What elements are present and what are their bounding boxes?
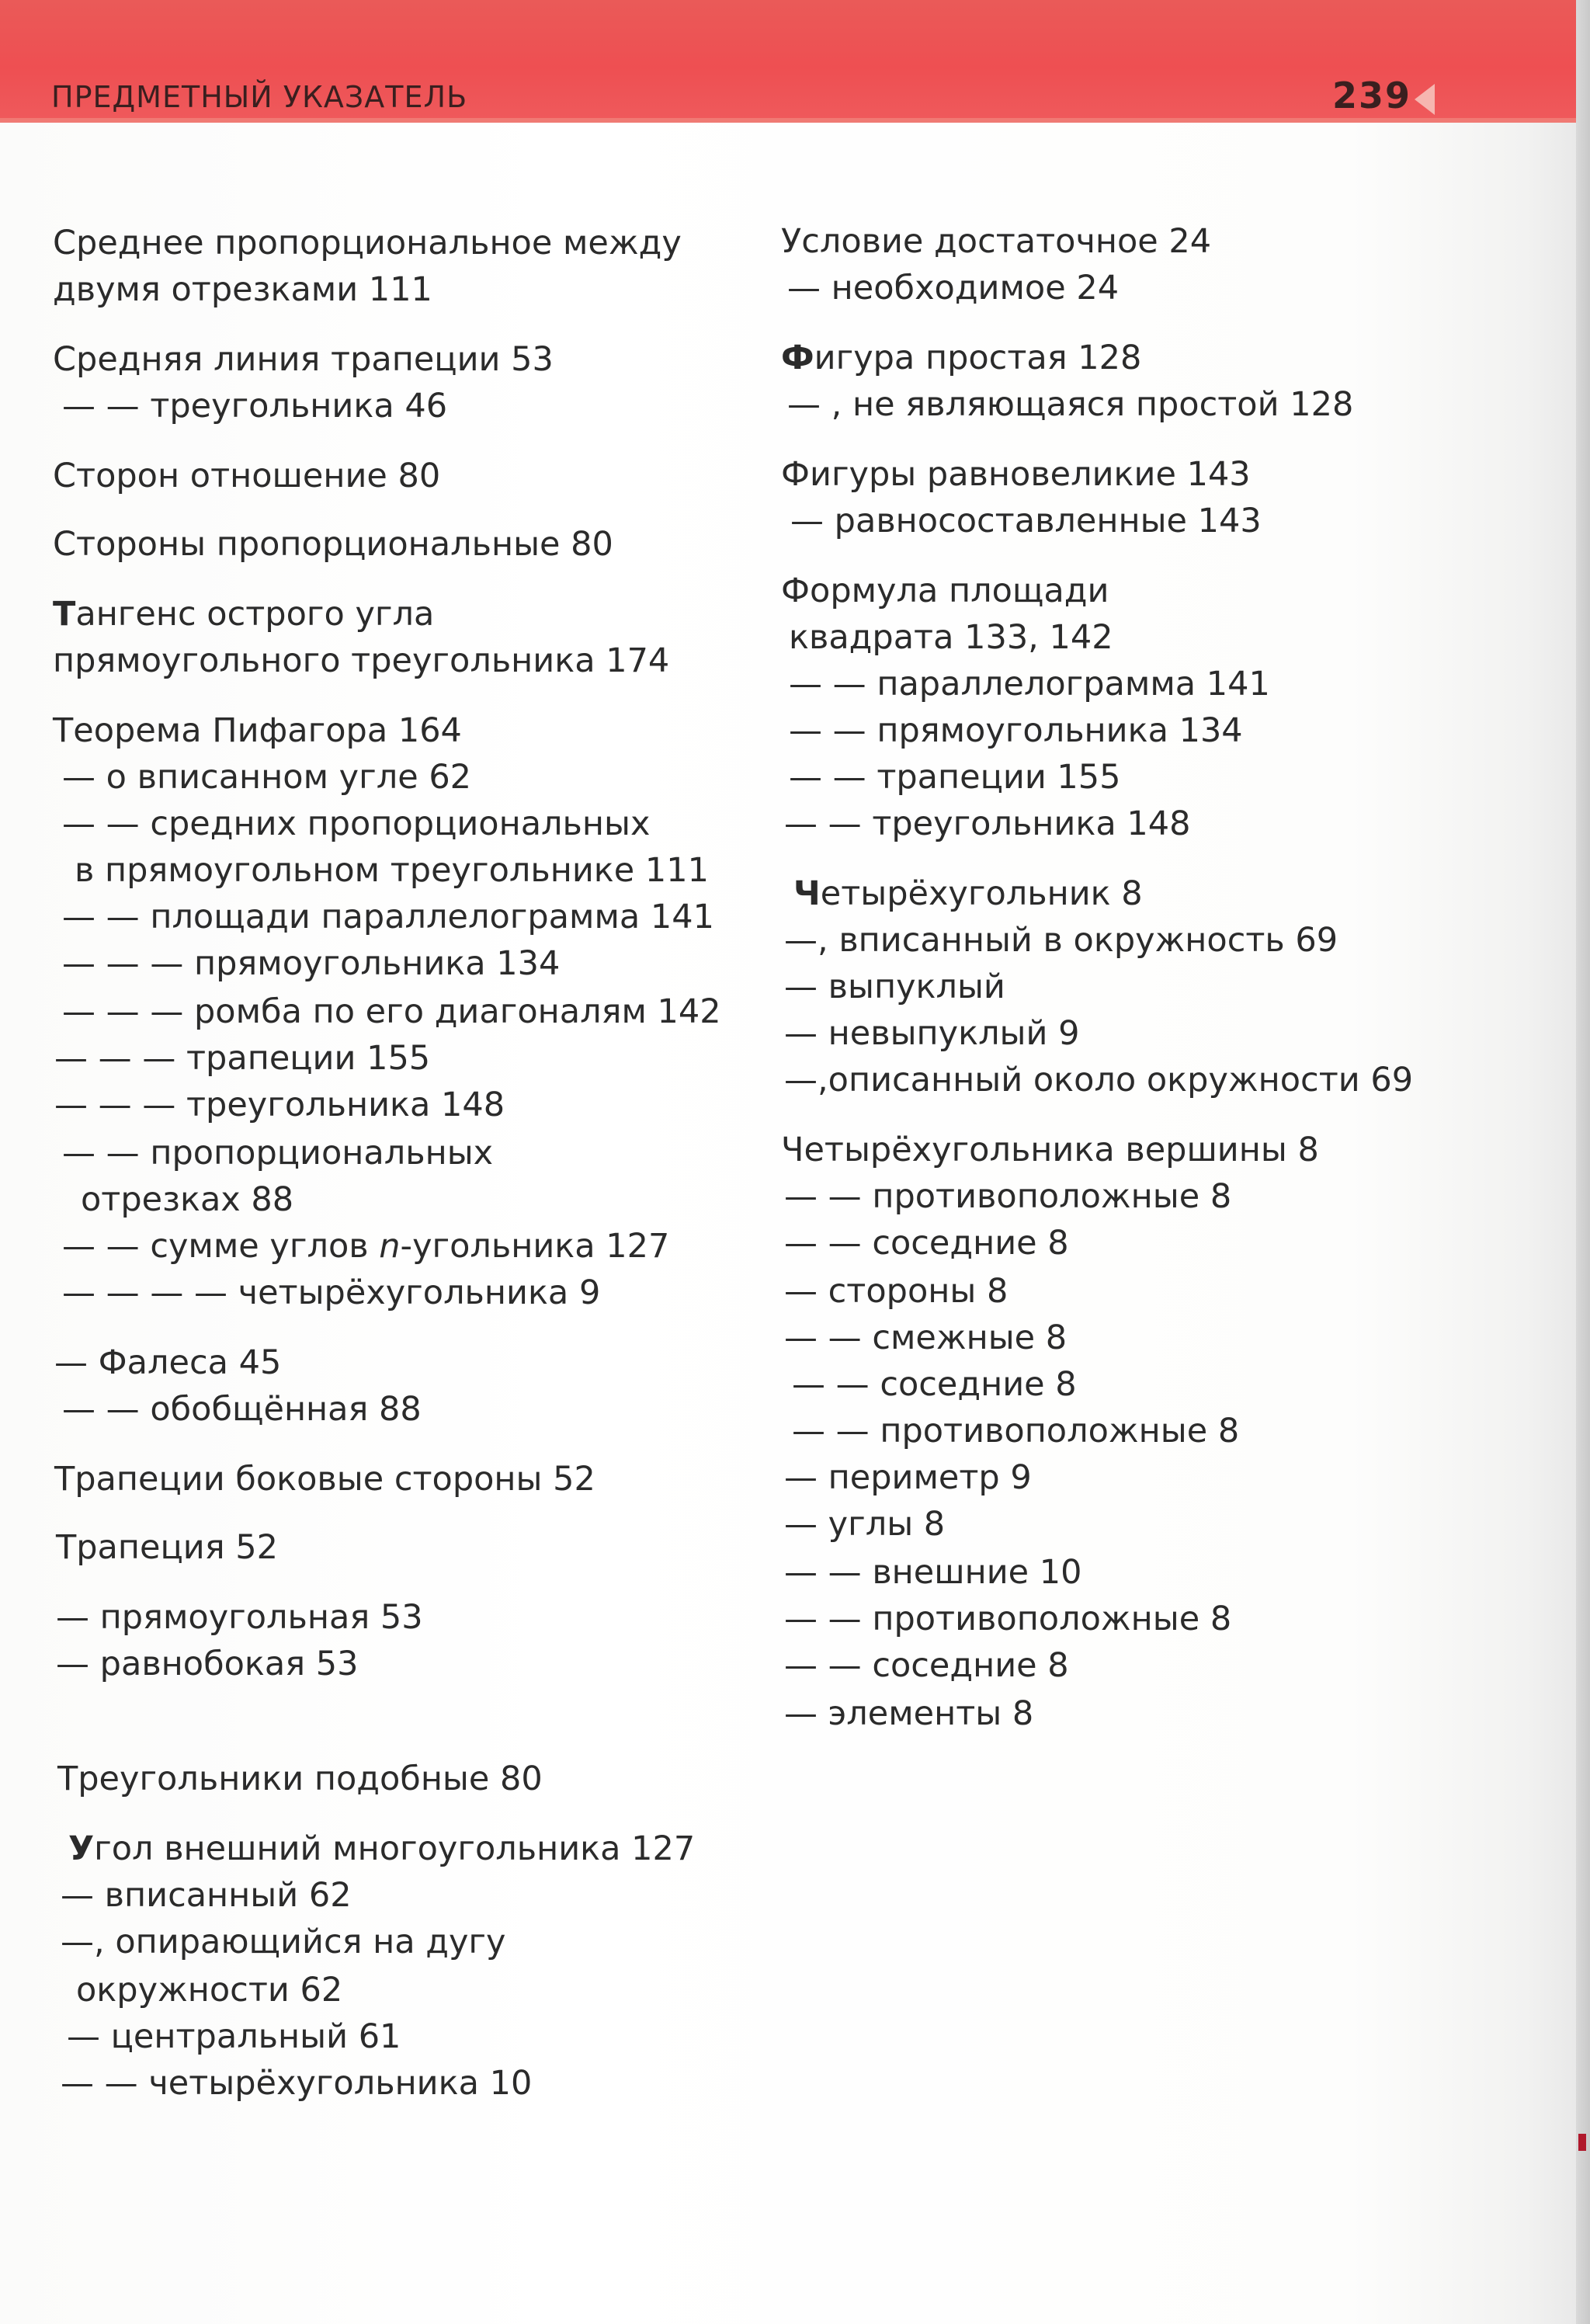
index-entry [68,1829,696,1868]
index-entry: — равносоставленные 143 [790,502,1262,540]
index-entry: — — треугольника 148 [784,804,1191,843]
index-entry: — выпуклый [784,967,1005,1006]
index-entry: — равнобокая 53 [56,1645,359,1683]
index-entry: — необходимое 24 [787,269,1120,307]
index-entry [62,1227,670,1266]
index-entry: Трапеция 52 [56,1528,278,1567]
index-entry: Фигуры равновеликие 143 [781,455,1251,494]
index-entry: — — внешние 10 [784,1553,1082,1592]
index-entry: —, опирающийся на дугу [61,1923,506,1961]
index-entry-text: гол внешний многоугольника 127 [94,1829,696,1868]
index-entry: — вписанный 62 [61,1876,352,1915]
index-entry: Стороны пропорциональные 80 [53,525,613,564]
index-entry: — о вписанном угле 62 [62,758,472,797]
index-entry: — — пропорциональных [62,1134,494,1172]
index-entry: — — четырёхугольника 10 [61,2064,533,2103]
index-entry: — — смежные 8 [784,1318,1068,1357]
page-edge [1576,0,1590,2324]
index-entry: — — противоположные 8 [784,1600,1232,1638]
index-entry: — углы 8 [784,1505,946,1544]
index-entry: Средняя линия трапеции 53 [53,340,554,379]
index-entry-text: — — сумме углов [62,1227,380,1266]
index-entry: — — средних пропорциональных [62,804,651,843]
index-entry: окружности 62 [76,1971,343,2010]
index-entry [781,339,1142,377]
index-entry: — — обобщённая 88 [62,1390,422,1429]
index-entry: —,описанный около окружности 69 [784,1061,1414,1099]
index-entry: — — противоположные 8 [784,1177,1232,1216]
index-entry: прямоугольного треугольника 174 [53,641,670,680]
index-entry: Теорема Пифагора 164 [53,711,462,750]
index-entry: — Фалеса 45 [54,1343,282,1382]
index-entry: — — площади параллелограмма 141 [62,898,714,936]
index-entry: Четырёхугольника вершины 8 [781,1131,1319,1169]
index-entry-text: ангенс острого угла [75,595,435,634]
index-letter: Ф [781,339,814,377]
index-entry: — центральный 61 [67,2017,401,2056]
index-entry: — прямоугольная 53 [56,1598,423,1637]
index-entry: — — трапеции 155 [789,758,1121,797]
index-entry: в прямоугольном треугольнике 111 [75,851,709,890]
index-entry-text: игура простая 128 [814,339,1142,377]
index-entry: —, вписанный в окружность 69 [784,921,1338,960]
index-entry: — — противоположные 8 [792,1412,1240,1450]
index-entry: — — соседние 8 [784,1646,1069,1685]
index-entry: — — треугольника 46 [62,387,448,426]
index-entry: — — — — четырёхугольника 9 [62,1273,601,1312]
index-entry: Формула площади [781,571,1109,610]
index-entry: — — соседние 8 [784,1224,1069,1263]
index-entry: квадрата 133, 142 [789,618,1113,657]
index-entry: Условие достаточное 24 [781,222,1212,261]
index-entry [793,874,1143,913]
index-entry: — — — прямоугольника 134 [62,944,561,983]
index-entry: — стороны 8 [784,1272,1009,1311]
index-letter: Ч [793,874,821,913]
index-entry: — , не являющаяся простой 128 [787,385,1354,424]
index-entry: Треугольники подобные 80 [57,1760,543,1798]
index-letter: Т [53,595,76,634]
index-entry: — невыпуклый 9 [784,1014,1080,1053]
page-marker-icon [1415,84,1435,115]
index-entry: — — соседние 8 [792,1365,1077,1404]
index-entry: — — прямоугольника 134 [789,711,1243,750]
index-entry: отрезках 88 [81,1180,294,1219]
index-entry: — — — ромба по его диагоналям 142 [62,992,721,1031]
index-entry-text: -угольника 127 [400,1227,670,1266]
index-entry [53,595,435,634]
index-variable: n [379,1227,401,1266]
index-letter: У [68,1829,95,1868]
index-entry: Трапеции боковые стороны 52 [54,1460,595,1499]
index-entry: — — — трапеции 155 [54,1039,431,1078]
index-entry: Среднее пропорциональное между [53,224,682,262]
edge-mark [1578,2134,1586,2151]
index-entry: — — — треугольника 148 [54,1086,505,1124]
section-title: ПРЕДМЕТНЫЙ УКАЗАТЕЛЬ [51,80,468,114]
index-entry: — элементы 8 [784,1694,1034,1733]
page-number: 239 [1332,75,1412,116]
index-entry-text: етырёхугольник 8 [820,874,1143,913]
index-entry: двумя отрезками 111 [53,270,432,309]
index-entry: — периметр 9 [784,1458,1032,1497]
index-entry: Сторон отношение 80 [53,457,441,495]
index-entry: — — параллелограмма 141 [789,665,1270,703]
